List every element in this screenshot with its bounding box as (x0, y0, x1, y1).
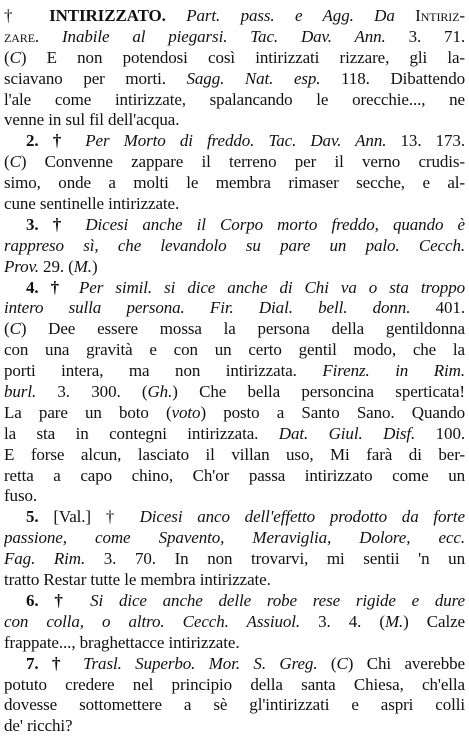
text-line (4, 27, 465, 48)
text-line (4, 340, 465, 361)
text-run: tratto Restar tutte le membra intirizzate. (4, 570, 271, 590)
text-run: cune sentinelle intirizzate. (4, 194, 180, 214)
text-line (4, 654, 465, 675)
text-run: Fag. Rim. (4, 549, 86, 569)
text-line (4, 549, 465, 570)
text-run: burl. (4, 382, 37, 402)
text-run: con colla, o altro. Cecch. Assiuol. (4, 611, 301, 631)
text-run: ) Convenne zappare il terreno per il verno crudis- (20, 152, 465, 172)
text-run: rappreso sì, che levandolo su pare un palo. Cecch. (4, 235, 465, 255)
text-line (4, 319, 465, 340)
text-line (4, 675, 465, 696)
text-line (4, 257, 465, 278)
text-line (4, 612, 465, 633)
text-line (4, 695, 465, 716)
entry-paragraph (4, 591, 465, 654)
text-run: ( (4, 152, 10, 172)
text-run: 6. † (26, 590, 91, 610)
text-run: 3. † (26, 214, 86, 234)
text-run: M. (73, 256, 92, 276)
text-run: 29. ( (38, 256, 74, 276)
text-run: 3. 4. ( (300, 611, 385, 631)
text-line (4, 173, 465, 194)
text-run: voto (171, 402, 201, 422)
text-run: 3. 70. In non trovarvi, mi sentii 'n un (85, 549, 465, 569)
text-run: retta a capo chino, Ch'or passa intirizzato come un (4, 465, 465, 485)
text-run: C (9, 47, 21, 67)
text-run: Prov. (4, 256, 39, 276)
text-run: l'ale come intirizzate, spalancando le orecchie..., ne (4, 89, 465, 109)
text-run: † (4, 6, 50, 25)
text-run: ) (91, 256, 98, 276)
dictionary-entry (4, 6, 465, 737)
text-run: Si dice anche delle robe rese rigide e dure (90, 590, 465, 610)
text-run: fuso. (4, 486, 38, 506)
text-run: 2. † (26, 131, 86, 151)
entry-paragraph (4, 507, 465, 591)
text-line (4, 633, 465, 654)
text-run: ( (4, 47, 10, 67)
text-run: 3. 300. ( (36, 382, 148, 402)
text-run: de' ricchi? (4, 716, 73, 736)
text-run: Gh. (147, 382, 173, 402)
text-run: C (9, 319, 21, 339)
text-line (4, 424, 465, 445)
entry-paragraph (4, 278, 465, 508)
text-line (4, 110, 465, 131)
text-run: [Val.] † (53, 507, 140, 527)
text-run: 5. (26, 507, 54, 527)
text-line (4, 716, 465, 737)
text-run: E forse alcun, lasciato il villan uso, Mi farà di ber- (4, 444, 465, 464)
text-line (4, 298, 465, 319)
text-run: intero sulla persona. Fir. Dial. bell. donn. (4, 298, 411, 318)
text-run: C (9, 152, 21, 172)
text-run: La pare un boto ( (4, 402, 172, 422)
entry-paragraph (4, 6, 465, 131)
text-run: simo, onde a molti le membra rimaser secche, e al- (4, 173, 465, 193)
text-run: 401. (410, 298, 465, 318)
text-run: Dicesi anche il Corpo morto freddo, quando è (85, 214, 465, 234)
text-line (4, 403, 465, 424)
text-run: ) Che bella personcina sperticata! (172, 382, 465, 402)
text-line (4, 528, 465, 549)
text-run: Part. pass. e Agg. Da (165, 6, 416, 25)
text-run: 7. † (26, 653, 84, 673)
text-run: Trasl. Superbo. Mor. S. Greg. (83, 653, 318, 673)
text-run: 118. Dibattendo (320, 68, 465, 88)
text-run: Dat. Giul. Disf. (278, 423, 416, 443)
text-line (4, 278, 465, 299)
text-line (4, 361, 465, 382)
text-run: ( (4, 319, 10, 339)
text-line (4, 131, 465, 152)
text-run: porti intera, ma non intirizzata. (4, 361, 323, 381)
entry-paragraph (4, 215, 465, 278)
text-line (4, 445, 465, 466)
text-run: Firenz. in Rim. (322, 361, 465, 381)
text-run: sciavano per morti. (4, 68, 187, 88)
text-line (4, 486, 465, 507)
text-run: frappate..., braghettacce intirizzate. (4, 632, 240, 652)
text-run: Dicesi anco dell'effetto prodotto da forte (139, 507, 465, 527)
text-run: Sagg. Nat. esp. (186, 68, 321, 88)
text-run: la sta in contegni intirizzata. (4, 423, 279, 443)
text-run: passione, come Spavento, Meraviglia, Dolore, ecc. (4, 528, 465, 548)
text-line (4, 69, 465, 90)
text-line (4, 591, 465, 612)
text-run: INTIRIZZATO. (49, 6, 166, 25)
text-run: Intiriz- (415, 6, 465, 25)
text-line (4, 215, 465, 236)
text-line (4, 48, 465, 69)
text-run: Inabile al piegarsi. Tac. Dav. Ann. (39, 26, 386, 46)
text-run: M. (384, 611, 404, 631)
text-run: 3. 71. (385, 26, 465, 46)
text-line (4, 466, 465, 487)
entry-paragraph (4, 654, 465, 738)
text-line (4, 194, 465, 215)
text-run: 100. (415, 423, 465, 443)
text-run: ) E non potendosi così intirizzati rizzare, gli la- (20, 47, 465, 67)
entry-paragraph (4, 131, 465, 215)
text-line (4, 236, 465, 257)
text-run: ) Calze (403, 611, 465, 631)
text-line (4, 6, 465, 27)
text-run: ( (317, 653, 337, 673)
text-run: dovesse sottomettere a sè gl'intirizzati e aspri colli (4, 695, 465, 715)
text-run: ) Dee essere mossa la persona della gentildonna (20, 319, 465, 339)
text-run: ) posto a Santo Sano. Quando (200, 402, 465, 422)
text-line (4, 507, 465, 528)
text-run: zare. (4, 26, 40, 46)
text-run: con una gravità e con un certo gentil modo, che la (4, 340, 465, 360)
text-line (4, 90, 465, 111)
text-line (4, 152, 465, 173)
text-line (4, 570, 465, 591)
text-run: C (336, 653, 348, 673)
text-run: venne in sul fil dell'acqua. (4, 110, 180, 130)
text-line (4, 382, 465, 403)
text-run: 13. 173. (386, 131, 465, 151)
text-run: 4. † (26, 277, 80, 297)
text-run: Per Morto di freddo. Tac. Dav. Ann. (85, 131, 387, 151)
text-run: ) Chi averebbe (347, 653, 465, 673)
text-run: potuto credere nel principio della santa Chiesa, ch'ella (4, 674, 465, 694)
text-run: Per simil. si dice anche di Chi va o sta troppo (79, 277, 465, 297)
